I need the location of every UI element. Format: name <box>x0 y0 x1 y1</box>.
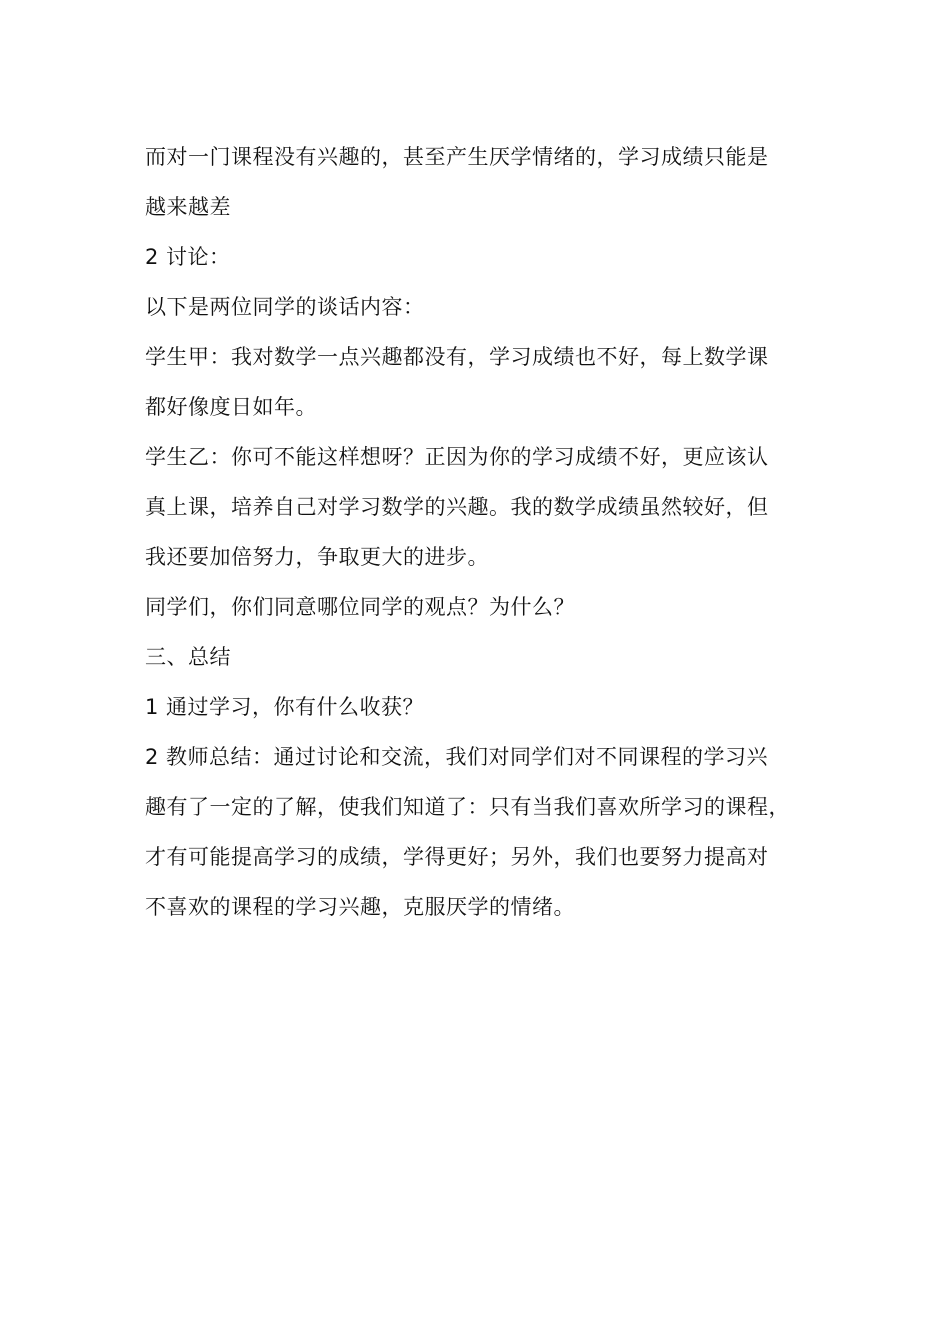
text-line: 越来越差 <box>145 195 231 219</box>
text-line: 才有可能提高学习的成绩，学得更好；另外，我们也要努力提高对 <box>145 845 769 869</box>
text-line: 以下是两位同学的谈话内容： <box>145 295 425 319</box>
text-line: 而对一门课程没有兴趣的，甚至产生厌学情绪的，学习成绩只能是 <box>145 145 769 169</box>
text-line: 真上课，培养自己对学习数学的兴趣。我的数学成绩虽然较好，但 <box>145 495 769 519</box>
text-line: 趣有了一定的了解，使我们知道了：只有当我们喜欢所学习的课程， <box>145 795 790 819</box>
body-text <box>145 132 845 932</box>
text-line: 学生乙：你可不能这样想呀？正因为你的学习成绩不好，更应该认 <box>145 445 769 469</box>
section-heading: 2 讨论： <box>145 245 231 269</box>
text-line: 不喜欢的课程的学习兴趣，克服厌学的情绪。 <box>145 895 575 919</box>
text-line: 我还要加倍努力，争取更大的进步。 <box>145 545 489 569</box>
text-line: 2 教师总结：通过讨论和交流，我们对同学们对不同课程的学习兴 <box>145 745 769 769</box>
text-line: 都好像度日如年。 <box>145 395 317 419</box>
section-heading: 三、总结 <box>145 645 231 669</box>
text-line: 同学们，你们同意哪位同学的观点？为什么？ <box>145 595 575 619</box>
text-line: 1 通过学习，你有什么收获？ <box>145 695 425 719</box>
text-line: 学生甲：我对数学一点兴趣都没有，学习成绩也不好，每上数学课 <box>145 345 769 369</box>
